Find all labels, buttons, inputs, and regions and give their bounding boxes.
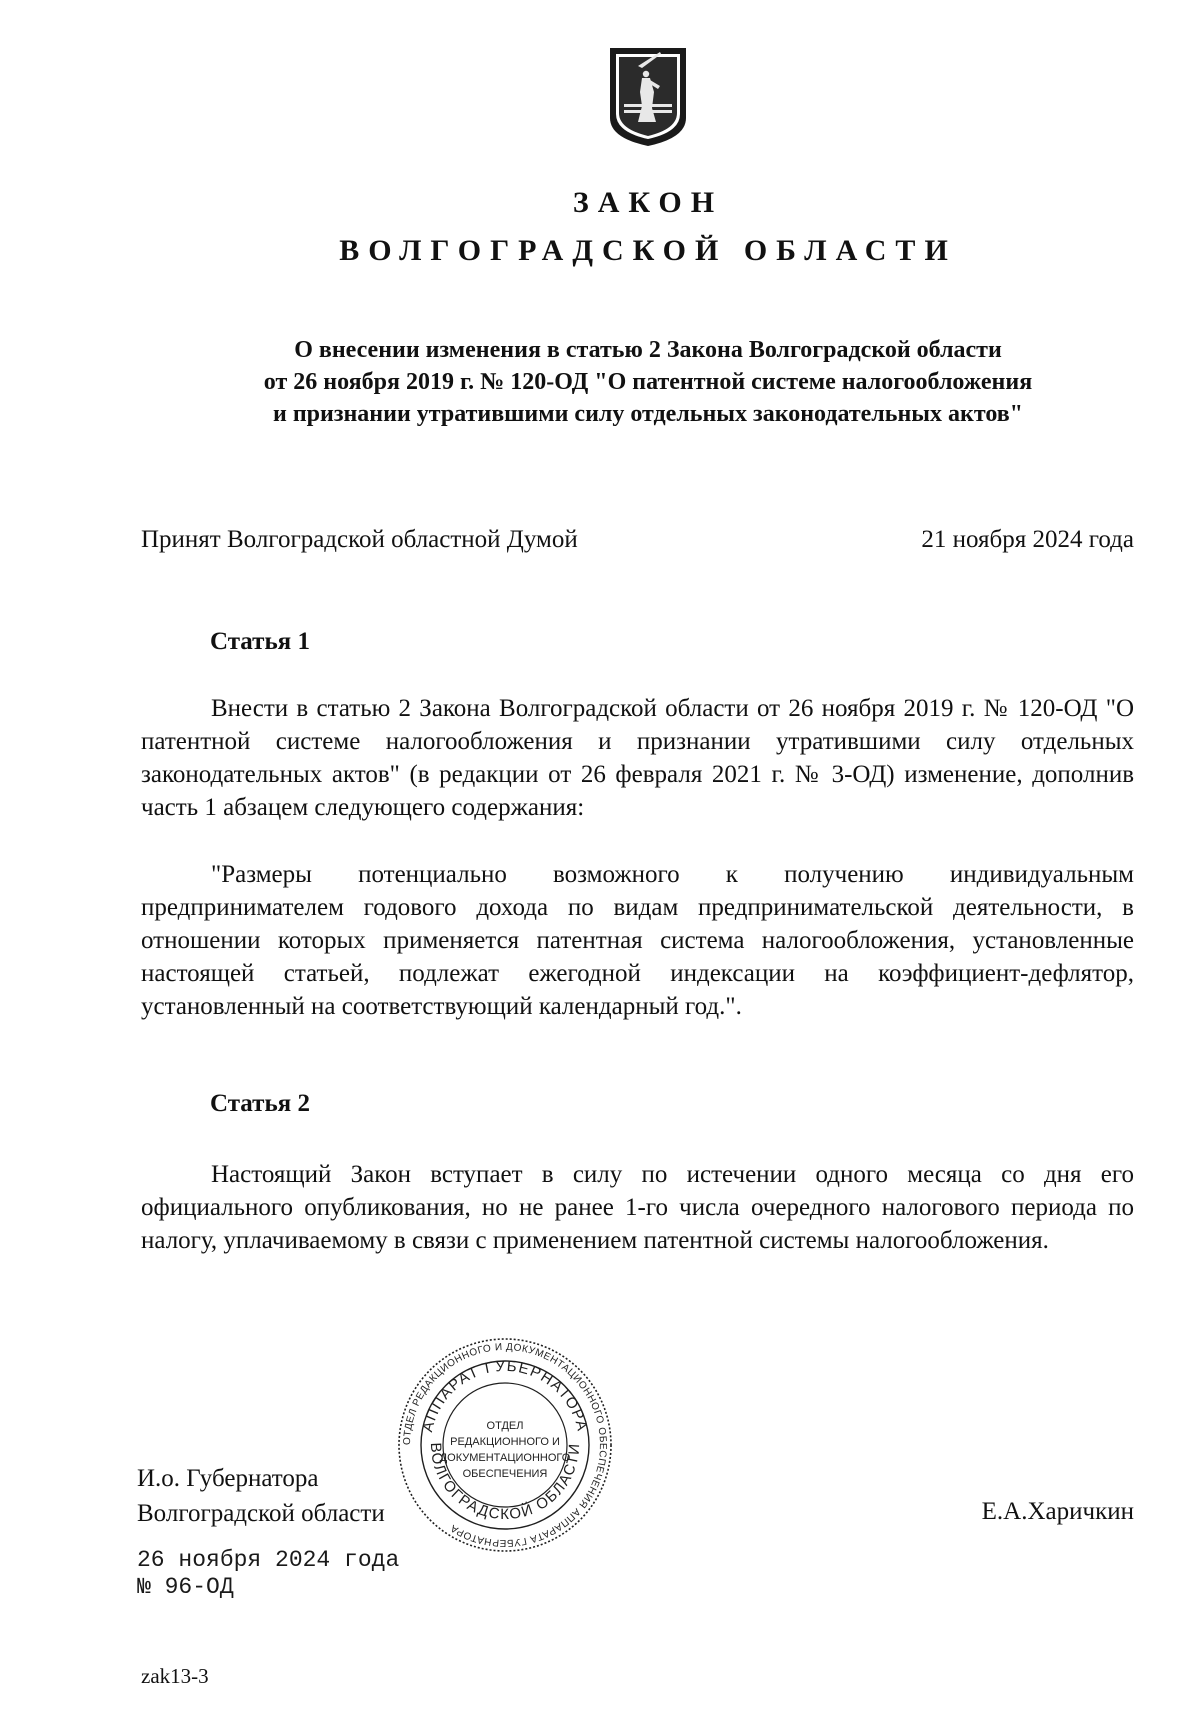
stamp-center-line: РЕДАКЦИОННОГО И xyxy=(450,1436,560,1448)
stamp-center-line: ОБЕСПЕЧЕНИЯ xyxy=(462,1468,548,1480)
region-title: ВОЛГОГРАДСКОЙ ОБЛАСТИ xyxy=(339,234,957,267)
official-stamp-icon xyxy=(395,1335,615,1555)
signer-position-line1: И.о. Губернатора xyxy=(137,1465,319,1492)
stamp-ring-top: АППАРАТ ГУБЕРНАТОРА xyxy=(419,1357,591,1434)
article-1-heading: Статья 1 xyxy=(210,628,310,655)
coat-of-arms-icon xyxy=(608,46,688,148)
document-code: zak13-3 xyxy=(141,1664,209,1688)
signer-position-line2: Волгоградской области xyxy=(137,1500,385,1527)
law-title: ЗАКОН xyxy=(572,186,724,219)
article-2-paragraph-1: Настоящий Закон вступает в силу по истечении одного месяца со дня его официального опубликования, но не ранее 1-го числа очередного налогового периода по налогу, уплачиваемому в связи с применением патентной системы налогообложения. xyxy=(141,1161,1134,1254)
signing-date: 26 ноября 2024 года xyxy=(137,1547,400,1573)
stamp-ring-bottom: ВОЛГОГРАДСКОЙ ОБЛАСТИ xyxy=(426,1442,584,1524)
law-subject xyxy=(150,334,1146,430)
stamp-center-line: ОТДЕЛ xyxy=(486,1420,524,1432)
stamp-center-line: ДОКУМЕНТАЦИОННОГО xyxy=(439,1452,571,1464)
article-1-paragraph-1: Внести в статью 2 Закона Волгоградской области от 26 ноября 2019 г. № 120-ОД "О патентной системе налогообложения и признании утратившими силу отдельных законодательных актов" (в редакции от 26 февраля 2021 г. № 3-ОД) изменение, дополнив часть 1 абзацем следующего содержания: xyxy=(141,695,1134,821)
signer-name: Е.А.Харичкин xyxy=(981,1498,1134,1525)
stamp-outer-text: ОТДЕЛ РЕДАКЦИОННОГО И ДОКУМЕНТАЦИОННОГО ОБЕСПЕЧЕНИЯ АППАРАТА ГУБЕРНАТОРА xyxy=(401,1341,609,1549)
article-2-heading: Статья 2 xyxy=(210,1090,310,1117)
subject-line: и признании утратившими силу отдельных законодательных актов" xyxy=(272,401,1024,427)
subject-line: О внесении изменения в статью 2 Закона Волгоградской области xyxy=(294,337,1002,363)
adopted-by: Принят Волгоградской областной Думой xyxy=(141,526,578,553)
adoption-date: 21 ноября 2024 года xyxy=(921,526,1134,553)
law-number: № 96-ОД xyxy=(137,1574,234,1600)
subject-line: от 26 ноября 2019 г. № 120-ОД "О патентной системе налогообложения xyxy=(263,369,1033,395)
article-1-paragraph-2: "Размеры потенциально возможного к получению индивидуальным предпринимателем годового дохода по видам предпринимательской деятельности, в отношении которых применяется патентная система налогообложения, установленные настоящей статьей, подлежат ежегодной индексации на коэффициент-дефлятор, установленный на соответствующий календарный год.". xyxy=(141,861,1134,1020)
